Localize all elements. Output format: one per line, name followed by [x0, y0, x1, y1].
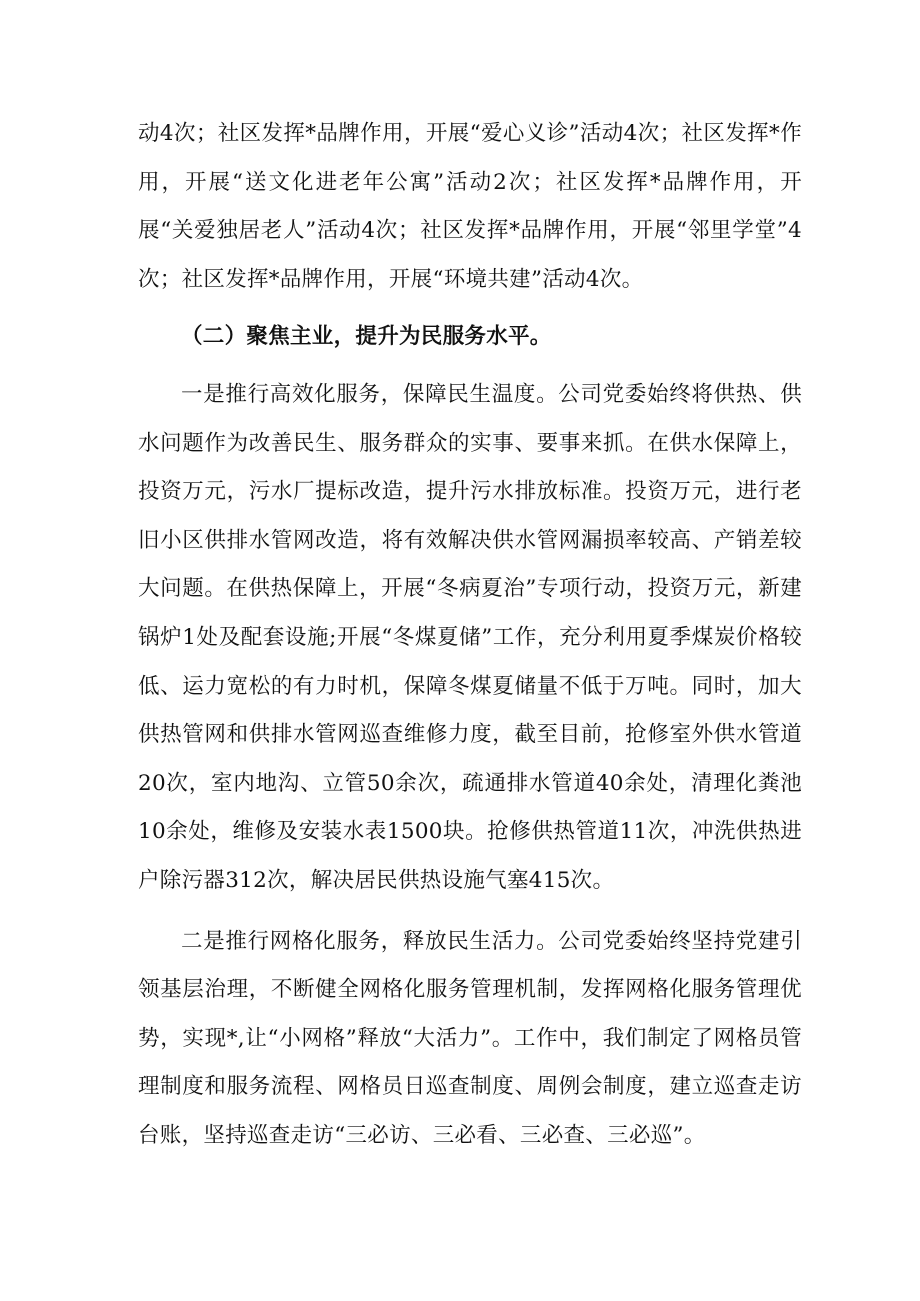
paragraph-efficient-service: 一是推行高效化服务，保障民生温度。公司党委始终将供热、供水问题作为改善民生、服务群众的实事、要事来抓。在供水保障上，投资万元，污水厂提标改造，提升污水排放标准。投资万元，进行老旧小区供排水管网改造，将有效解决供水管网漏损率较高、产销差较大问题。在供热保障上，开展“冬病夏治”专项行动，投资万元，新建锅炉1处及配套设施;开展“冬煤夏储”工作，充分利用夏季煤炭价格较低、运力宽松的有力时机，保障冬煤夏储量不低于万吨。同时，加大供热管网和供排水管网巡查维修力度，截至目前，抢修室外供水管道20次，室内地沟、立管50余次，疏通排水管道40余处，清理化粪池10余处，维修及安装水表1500块。抢修供热管道11次，冲洗供热进户除污器312次，解决居民供热设施气塞415次。 [138, 381, 802, 893]
section-heading: （二）聚焦主业，提升为民服务水平。 [181, 324, 552, 350]
paragraph-grid-service: 二是推行网格化服务，释放民生活力。公司党委始终坚持党建引领基层治理，不断健全网格化服务管理机制，发挥网格化服务管理优势，实现*,让“小网格”释放“大活力”。工作中，我们制定了网格员管理制度和服务流程、网格员日巡查制度、周例会制度，建立巡查走访台账，坚持巡查走访“三必访、三必看、三必查、三必巡”。 [138, 928, 802, 1148]
paragraph-community-activities: 动4次；社区发挥*品牌作用，开展“爱心义诊”活动4次；社区发挥*作用，开展“送文化进老年公寓”活动2次；社区发挥*品牌作用，开展“关爱独居老人”活动4次；社区发挥*品牌作用，开展“邻里学堂”4次；社区发挥*品牌作用，开展“环境共建”活动4次。 [138, 121, 802, 292]
